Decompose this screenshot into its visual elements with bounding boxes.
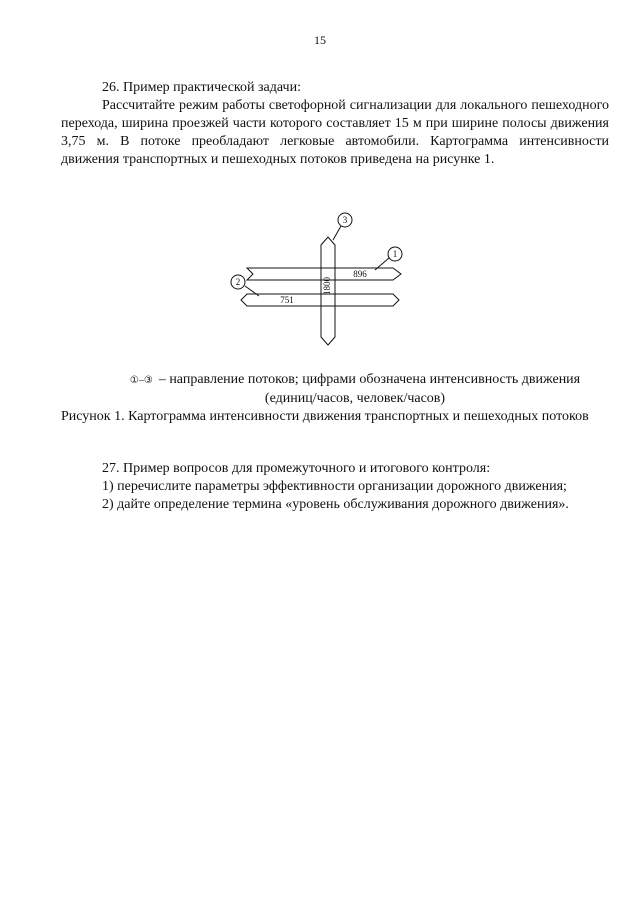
question-item: 2) дайте определение термина «уровень обслуживания дорожного движения». [102, 497, 569, 512]
figure-caption: Рисунок 1. Картограмма интенсивности движения транспортных и пешеходных потоков [61, 409, 589, 424]
legend-text-1: – направление потоков; цифрами обозначена интенсивность движения [158, 372, 581, 387]
flow-2-label: 2 [235, 277, 241, 287]
figure-legend [61, 371, 609, 426]
page-number: 15 [314, 33, 326, 47]
flow-1-label: 1 [392, 249, 398, 259]
flow-2-arrow [241, 294, 399, 306]
legend-line-1 [61, 371, 609, 390]
task-body: Рассчитайте режим работы светофорной сигнализации для локального пешеходного перехода, ширина проезжей части которого составляет 15 м при ширине полосы движения 3,75 м. В потоке преобладают легковые автомобили. Картограмма интенсивности движения транспортных и пешеходных потоков приведена на рисунке 1. [61, 98, 609, 167]
task-section [61, 79, 609, 169]
flow-2-value: 751 [280, 295, 294, 305]
questions-section [61, 460, 609, 514]
question-item: 1) перечислите параметры эффективности организации дорожного движения; [102, 479, 567, 494]
flow-3-value: 1800 [322, 277, 333, 295]
traffic-cartogram-figure [225, 210, 425, 355]
legend-line-2: (единиц/часов, человек/часов) [264, 391, 446, 406]
flow-3-label: 3 [342, 215, 348, 225]
task-heading: 26. Пример практической задачи: [102, 80, 301, 95]
legend-markers: ①–③ [129, 375, 153, 386]
leader-line-3 [333, 226, 341, 240]
flow-1-value: 896 [353, 269, 367, 279]
questions-heading: 27. Пример вопросов для промежуточного и итогового контроля: [102, 461, 491, 476]
